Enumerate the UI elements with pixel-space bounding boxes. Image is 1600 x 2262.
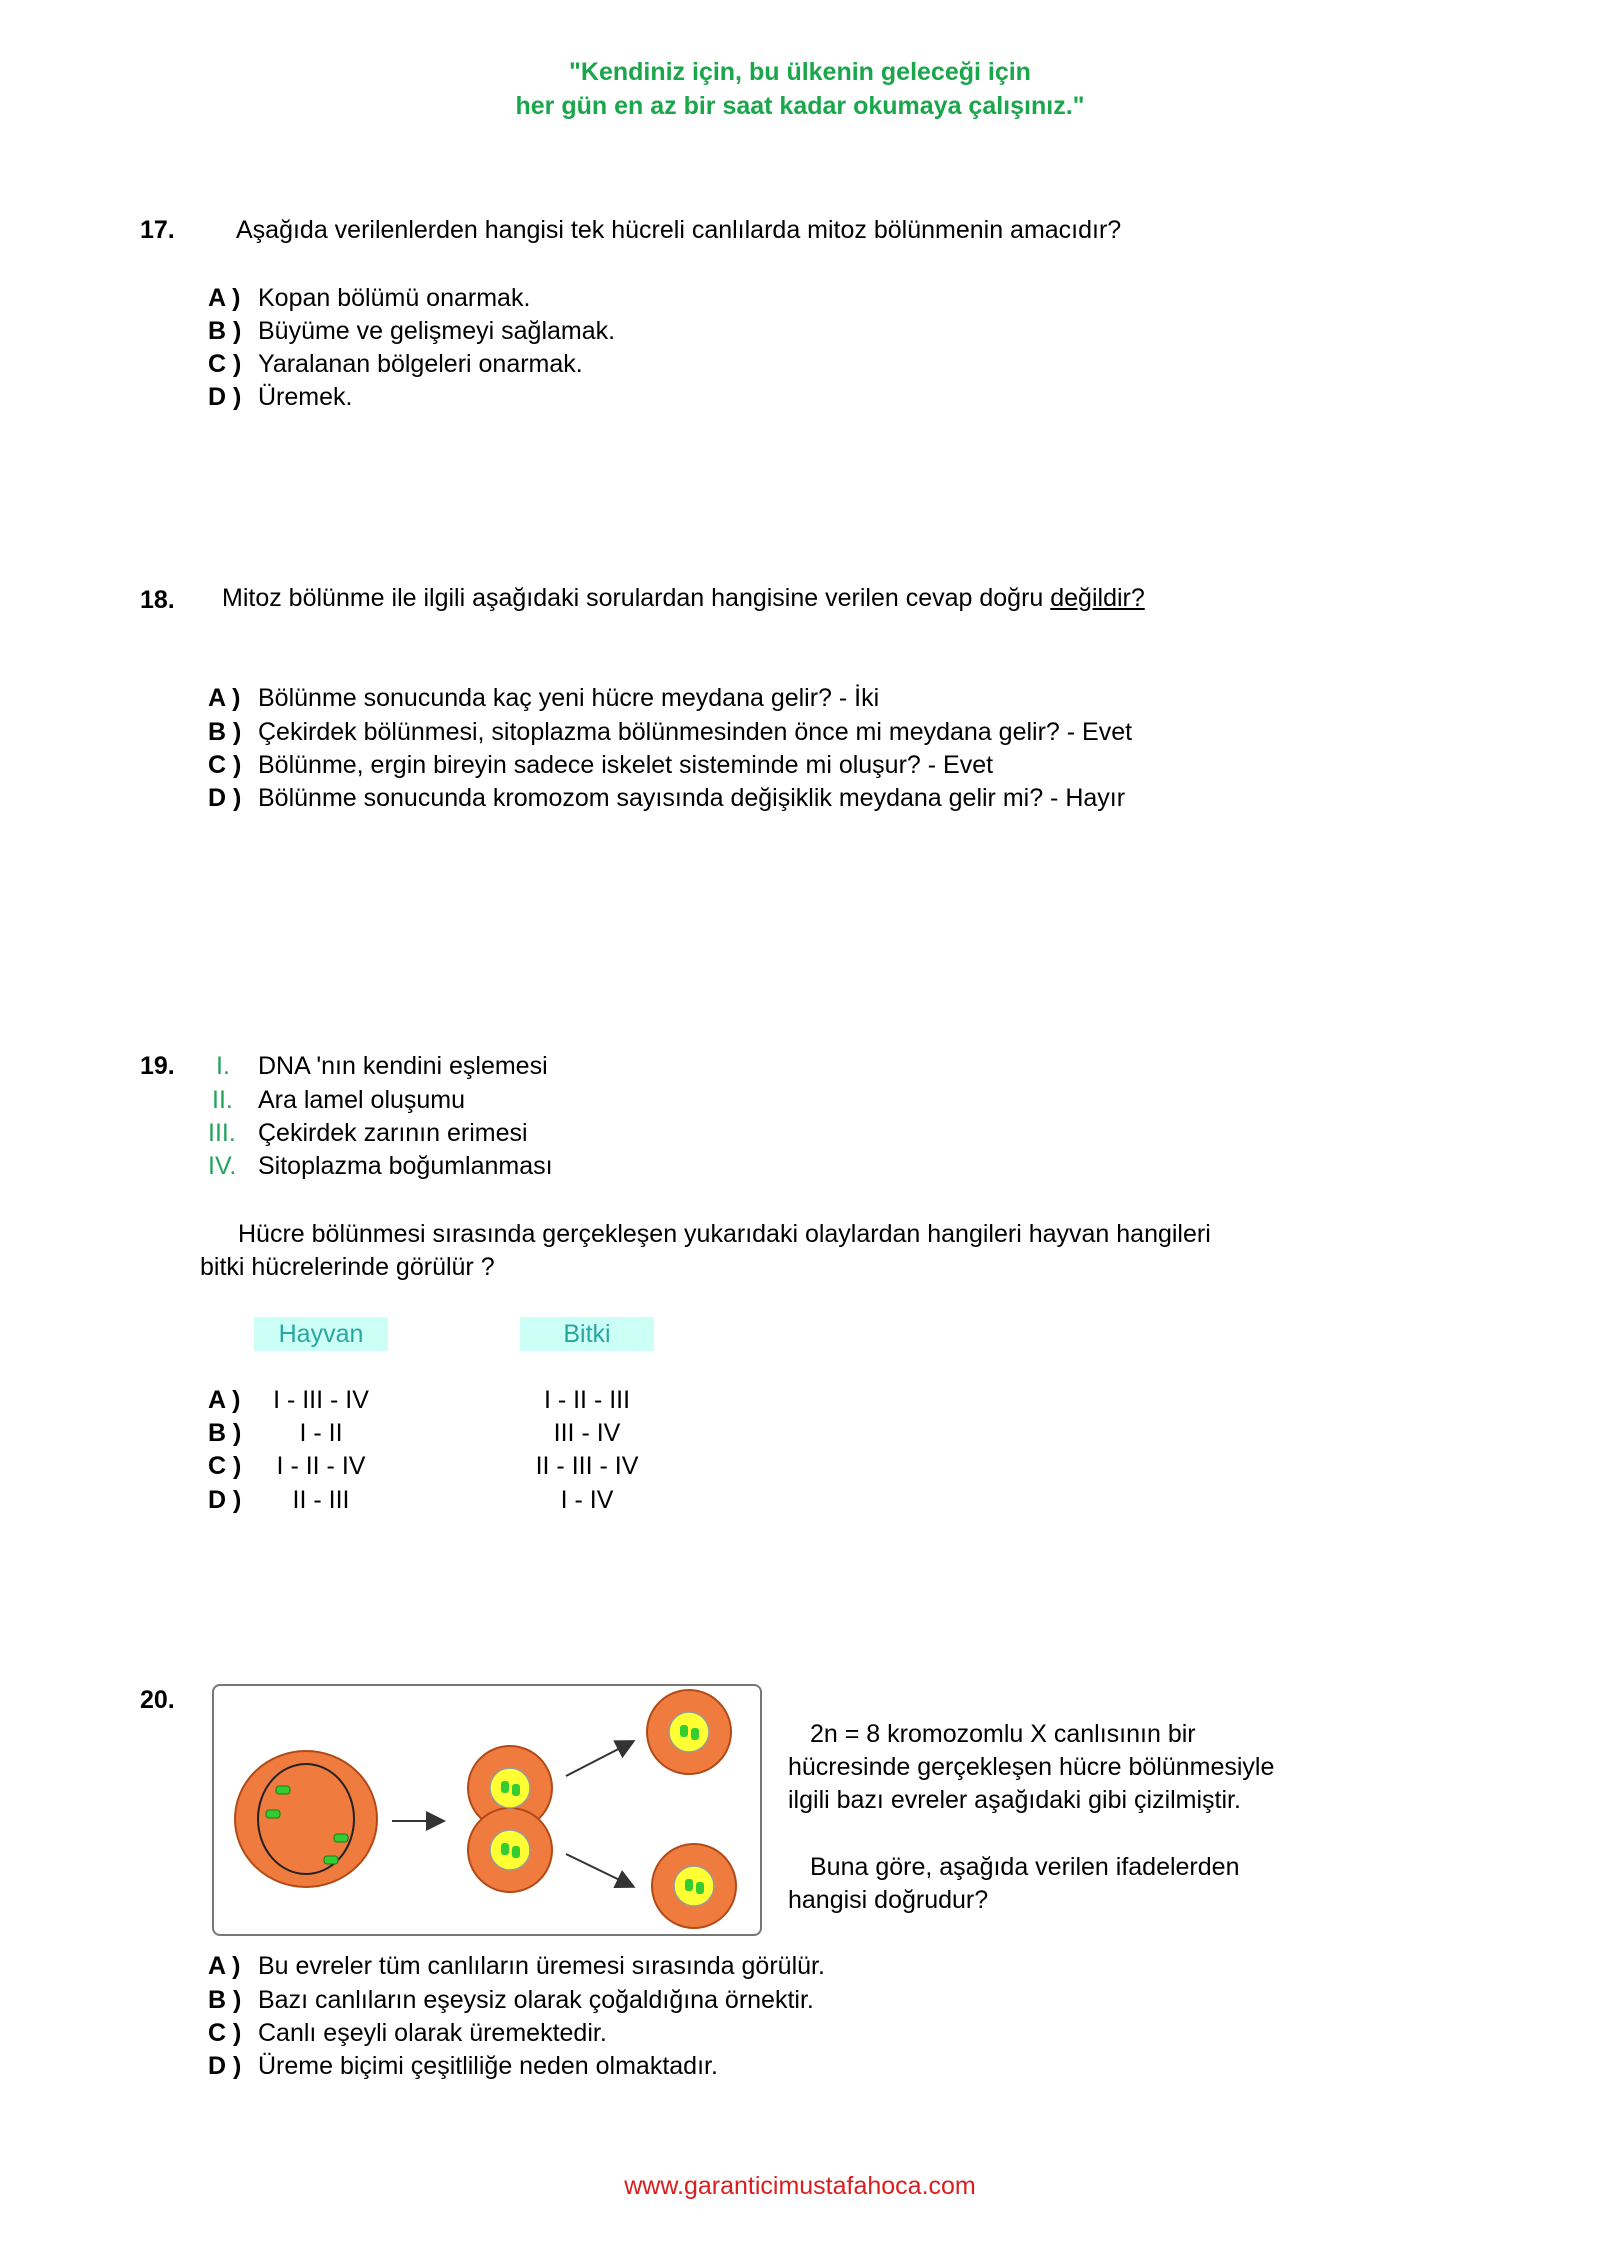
option-a-plant: I - II - III	[543, 1386, 631, 1414]
parent-cell	[235, 1751, 377, 1887]
option-b-letter: B )	[208, 317, 242, 345]
option-c-text: Canlı eşeyli olarak üremektedir.	[258, 2019, 607, 2047]
option-c-animal: I - II - IV	[276, 1452, 366, 1480]
question-text: Aşağıda verilenlerden hangisi tek hücreli canlılarda mitoz bölünmenin amacıdır?	[236, 216, 1122, 244]
item-roman-4: IV.	[208, 1152, 237, 1180]
column-header-plant: Bitki	[520, 1317, 654, 1351]
header-quote-line2: her gün en az bir saat kadar okumaya çalışınız."	[515, 92, 1085, 120]
option-a-text: Kopan bölümü onarmak.	[258, 284, 531, 312]
arrow-icon	[566, 1854, 632, 1886]
question-text-line4: Buna göre, aşağıda verilen ifadelerden	[810, 1853, 1240, 1881]
option-a-text: Bu evreler tüm canlıların üremesi sırasında görülür.	[258, 1952, 825, 1980]
question-text-underlined: değildir?	[1050, 584, 1145, 612]
option-a-letter: A )	[208, 284, 241, 312]
daughter-cell-bottom	[652, 1844, 736, 1928]
question-text-line3: ilgili bazı evreler aşağıdaki gibi çizilmiştir.	[788, 1786, 1241, 1814]
option-a-letter: A )	[208, 1386, 241, 1414]
option-d-animal: II - III	[292, 1486, 350, 1514]
option-d-text: Üreme biçimi çeşitliliğe neden olmaktadır.	[258, 2052, 718, 2080]
option-b-plant: III - IV	[553, 1419, 621, 1447]
cell-division-diagram	[212, 1684, 762, 1936]
cell-division-svg	[214, 1686, 764, 1938]
option-d-letter: D )	[208, 383, 242, 411]
question-text-line2: hücresinde gerçekleşen hücre bölünmesiyle	[788, 1753, 1275, 1781]
question-stem-line1: Hücre bölünmesi sırasında gerçekleşen yukarıdaki olaylardan hangileri hayvan hangileri	[238, 1220, 1211, 1248]
option-b-letter: B )	[208, 1419, 242, 1447]
question-text-line1: 2n = 8 kromozomlu X canlısının bir	[810, 1720, 1196, 1748]
option-a-text: Bölünme sonucunda kaç yeni hücre meydana gelir? - İki	[258, 684, 880, 712]
option-c-text: Yaralanan bölgeleri onarmak.	[258, 350, 583, 378]
header-quote-line1: "Kendiniz için, bu ülkenin geleceği için	[569, 58, 1031, 86]
question-number: 17.	[140, 216, 175, 244]
arrow-icon	[566, 1742, 632, 1776]
option-c-text: Bölünme, ergin bireyin sadece iskelet sisteminde mi oluşur? - Evet	[258, 751, 994, 779]
option-b-animal: I - II	[299, 1419, 343, 1447]
option-b-text: Bazı canlıların eşeysiz olarak çoğaldığına örnektir.	[258, 1986, 814, 2014]
column-header-animal: Hayvan	[254, 1317, 388, 1351]
item-roman-2: II.	[212, 1086, 233, 1114]
option-c-letter: C )	[208, 1452, 242, 1480]
item-text-3: Çekirdek zarının erimesi	[258, 1119, 528, 1147]
option-b-text: Çekirdek bölünmesi, sitoplazma bölünmesinden önce mi meydana gelir? - Evet	[258, 718, 1133, 746]
option-a-letter: A )	[208, 1952, 241, 1980]
item-text-4: Sitoplazma boğumlanması	[258, 1152, 553, 1180]
daughter-cell-top	[647, 1690, 731, 1774]
question-number: 20.	[140, 1686, 175, 1714]
footer-website-link[interactable]: www.garanticimustafahoca.com	[624, 2172, 976, 2200]
item-text-2: Ara lamel oluşumu	[258, 1086, 466, 1114]
option-c-letter: C )	[208, 751, 242, 779]
question-number: 18.	[140, 586, 175, 614]
option-a-letter: A )	[208, 684, 241, 712]
option-c-plant: II - III - IV	[535, 1452, 639, 1480]
item-roman-1: I.	[216, 1052, 230, 1080]
option-b-text: Büyüme ve gelişmeyi sağlamak.	[258, 317, 616, 345]
question-number: 19.	[140, 1052, 175, 1080]
option-b-letter: B )	[208, 1986, 242, 2014]
item-roman-3: III.	[208, 1119, 236, 1147]
option-b-letter: B )	[208, 718, 242, 746]
question-text-line5: hangisi doğrudur?	[788, 1886, 989, 1914]
question-text	[222, 584, 1145, 613]
question-stem-line2: bitki hücrelerinde görülür ?	[200, 1253, 495, 1281]
option-c-letter: C )	[208, 2019, 242, 2047]
dividing-cell	[468, 1746, 552, 1892]
option-a-animal: I - III - IV	[273, 1386, 369, 1414]
option-d-text: Üremek.	[258, 383, 353, 411]
option-d-letter: D )	[208, 1486, 242, 1514]
option-d-letter: D )	[208, 784, 242, 812]
option-d-plant: I - IV	[560, 1486, 614, 1514]
question-text-main: Mitoz bölünme ile ilgili aşağıdaki sorulardan hangisine verilen cevap doğru	[222, 584, 1051, 612]
item-text-1: DNA 'nın kendini eşlemesi	[258, 1052, 548, 1080]
option-c-letter: C )	[208, 350, 242, 378]
option-d-letter: D )	[208, 2052, 242, 2080]
option-d-text: Bölünme sonucunda kromozom sayısında değişiklik meydana gelir mi? - Hayır	[258, 784, 1126, 812]
